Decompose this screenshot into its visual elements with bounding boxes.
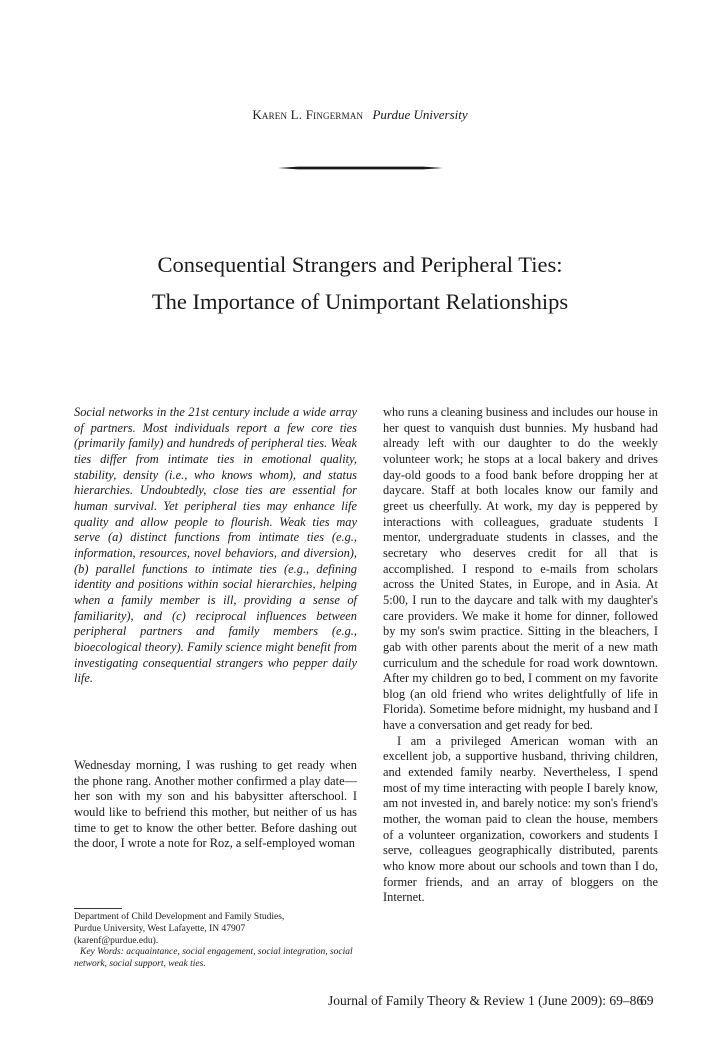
- page-number: 69: [640, 993, 654, 1008]
- article-title: [0, 246, 720, 320]
- body-paragraph-right-2: I am a privileged American woman with an excellent job, a supportive husband, thriving children, and extended family nearby. Nevertheless, I spend most of my time interacting with people I barely know, am not invested in, and barely notice: my son's friend's mother, the woman paid to clean the house, members of a volunteer organization, coworkers and students I serve, colleagues geographically distributed, parents who know more about our schools and town than I do, former friends, and an array of bloggers on the Internet.: [383, 733, 658, 905]
- title-ornament-rule: [278, 166, 443, 170]
- footnote-email: (karenf@purdue.edu).: [74, 935, 159, 946]
- body-column-right: [383, 405, 658, 906]
- footnote: [74, 912, 357, 971]
- footnote-keywords: Key Words: acquaintance, social engagement, social integration, social network, social support, weak ties.: [74, 947, 353, 970]
- footnote-rule: [74, 908, 122, 909]
- title-line-1: Consequential Strangers and Peripheral Ties:: [157, 252, 563, 277]
- author-name: Karen L. Fingerman: [252, 107, 364, 122]
- footnote-line-2: Purdue University, West Lafayette, IN 47907: [74, 923, 246, 934]
- title-line-2: The Importance of Unimportant Relationships: [151, 289, 569, 314]
- author-line: [0, 107, 720, 123]
- author-affiliation: Purdue University: [372, 107, 468, 122]
- journal-citation: Journal of Family Theory & Review 1 (June 2009): 69–86: [328, 993, 644, 1008]
- footnote-line-1: Department of Child Development and Family Studies,: [74, 912, 285, 922]
- body-paragraph-right-1: who runs a cleaning business and includes our house in her quest to vanquish dust bunnies. My husband had already left with our daughter to do the weekly volunteer work; he stops at a local bakery and drives day-old goods to a food bank before dropping her at daycare. Staff at both locales know our family and greet us cheerfully. At work, my day is peppered by interactions with colleagues, graduate students I mentor, undergraduate students in classes, and the secretary who deserves credit for all that is accomplished. I respond to e-mails from scholars across the United States, in Europe, and in Asia. At 5:00, I run to the daycare and talk with my daughter's care providers. We make it home for dinner, followed by my son's swim practice. Sitting in the bleachers, I gab with other parents about the merit of a new math curriculum and the schedule for road work downtown. After my children go to bed, I comment on my favorite blog (an old friend who writes delightfully of life in Florida). Sometime before midnight, my husband and I have a conversation and get ready for bed.: [383, 405, 658, 733]
- body-paragraph-left: Wednesday morning, I was rushing to get ready when the phone rang. Another mother confirmed a play date—her son with my son and his babysitter afterschool. I would like to befriend this mother, but neither of us has time to get to know the other better. Before dashing out the door, I wrote a note for Roz, a self-employed woman: [74, 758, 357, 851]
- abstract: Social networks in the 21st century include a wide array of partners. Most individuals report a few core ties (primarily family) and hundreds of peripheral ties. Weak ties differ from intimate ties in emotional quality, stability, density (i.e., who knows whom), and status hierarchies. Undoubtedly, close ties are essential for human survival. Yet peripheral ties may enhance life quality and allow people to flourish. Weak ties may serve (a) distinct functions from intimate ties (e.g., information, resources, novel behaviors, and diversion), (b) parallel functions to intimate ties (e.g., defining identity and positions within social hierarchies, helping when a family member is ill, providing a sense of familiarity), and (c) reciprocal influences between peripheral partners and family members (e.g., bioecological theory). Family science might benefit from investigating consequential strangers who pepper daily life.: [74, 405, 357, 686]
